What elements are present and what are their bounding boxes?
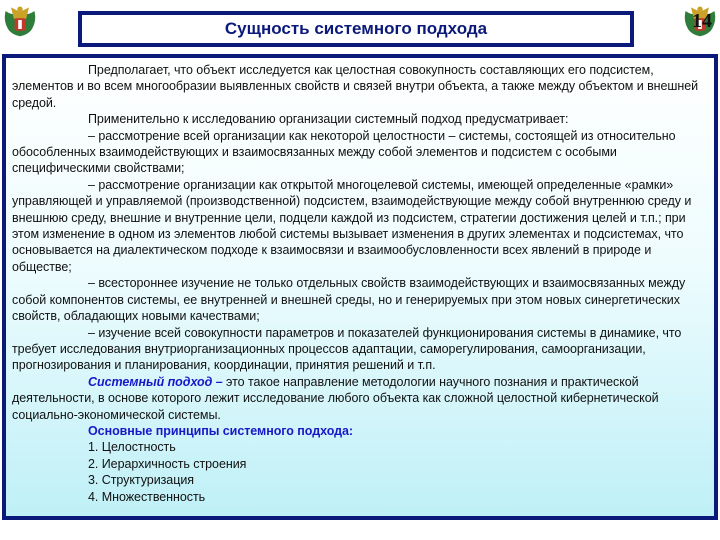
principle-item: 1. Целостность: [88, 440, 176, 455]
slide-title: Сущность системного подхода: [224, 19, 488, 38]
principle-item: 3. Структуризация: [88, 473, 194, 488]
principles-colon: :: [348, 423, 354, 438]
emblem-icon: [2, 2, 38, 38]
definition-term: Системный подход –: [88, 374, 223, 389]
paragraph-applied: Применительно к исследованию организации системный подход предусматривает:: [88, 112, 569, 127]
paragraph-point-1: – рассмотрение всей организации как некоторой целостности – системы, состоящей из относительно обособленных взаимодействующих и взаимосвязанных между собой элементов и подсистем с особыми специфическими свойствами;: [12, 128, 676, 176]
principles-heading: Основные принципы системного подхода: [88, 423, 349, 438]
principle-item: 2. Иерархичность строения: [88, 456, 247, 471]
page-number: 14: [692, 10, 712, 32]
paragraph-point-2: – рассмотрение организации как открытой многоцелевой системы, имеющей определенные «рамки» управляющей и управляемой (производственной) подсистем, взаимодействующие между собой внутреннюю среду и внешнюю среду, внешние и внутренние цели, подцели каждой из подсистем, стратегии достижения целей и т.п.; при этом изменение в одном из элементов любой системы вызывает изменения в других элементах и подсистемах, что основывается на диалектическом подходе к взаимосвязи и взаимообусловленности всех явлений в природе и обществе;: [12, 177, 692, 274]
principle-item: 4. Множественность: [88, 489, 206, 504]
title-box: [78, 11, 634, 47]
content-box: [2, 54, 718, 520]
principles-heading-line: [12, 423, 710, 439]
paragraph-point-4: – изучение всей совокупности параметров и показателей функционирования системы в динамике, что требует исследования внутриорганизационных процессов адаптации, саморегулирования, самоорганизации, прогнозирования и планирования, координации, принятия решений и т.п.: [12, 325, 682, 373]
bottom-strip: [0, 522, 720, 540]
paragraph-intro: Предполагает, что объект исследуется как целостная совокупность составляющих его подсистем, элементов и во всем многообразии выявленных свойств и связей внутри объекта, а также между объектом и внешней средой.: [12, 63, 699, 110]
definition-text: это такое направление методологии научного познания и практической деятельности, в основе которого лежит исследование любого объекта как сложной целостной кибернетической социально-экономической системы.: [12, 374, 659, 422]
definition-paragraph: [12, 374, 710, 423]
paragraph-point-3: – всестороннее изучение не только отдельных свойств взаимодействующих и взаимосвязанных между собой компонентов системы, ее внутренней и внешней среды, но и генерируемых при этом новых синергетических свойств, обладающих новыми качествами;: [12, 276, 686, 324]
